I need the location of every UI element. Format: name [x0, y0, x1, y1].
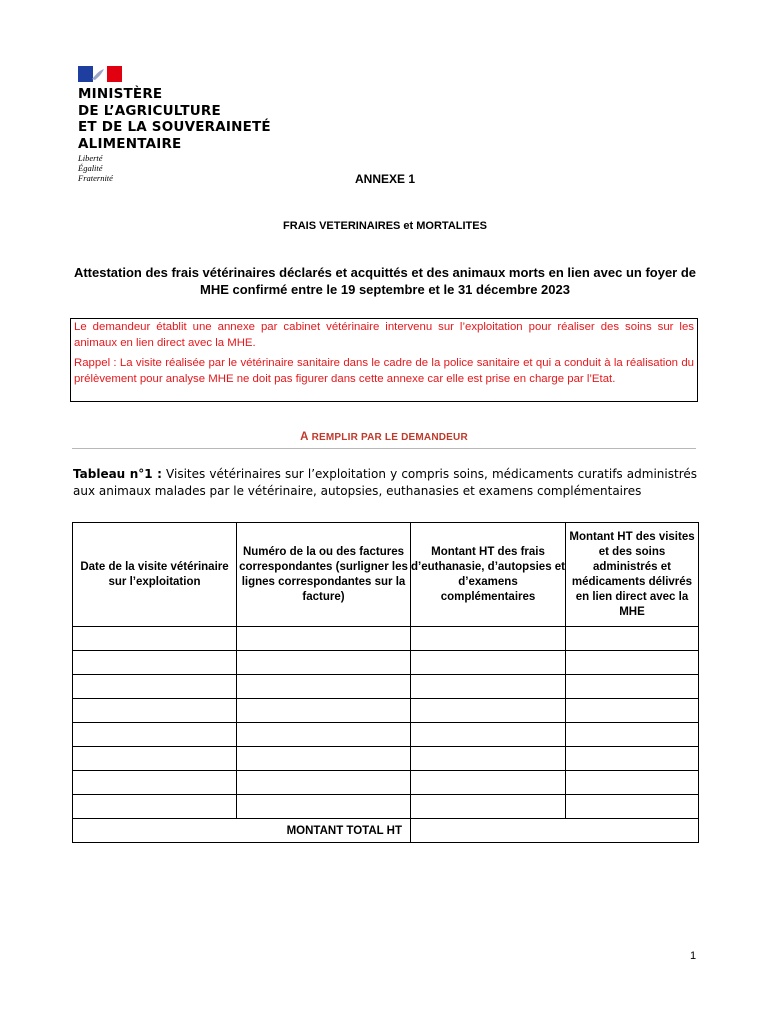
column-header-invoice: Numéro de la ou des factures correspondantes (surligner les lignes correspondantes sur la facture) [237, 523, 411, 627]
table-cell[interactable] [73, 699, 237, 723]
table-row [73, 747, 699, 771]
table-cell[interactable] [566, 795, 699, 819]
tableau-text: Visites vétérinaires sur l’exploitation y compris soins, médicaments curatifs administrés aux animaux malades par le vétérinaire, autopsies, euthanasies et examens complémentaires [73, 467, 698, 498]
section-heading-initial: A [300, 431, 309, 443]
table-cell[interactable] [566, 675, 699, 699]
document-subtitle: FRAIS VETERINAIRES et MORTALITES [283, 220, 487, 232]
annexe-title-text: ANNEXE 1 [354, 172, 416, 186]
table-row [73, 627, 699, 651]
tableau-label: Tableau n°1 : [73, 467, 162, 481]
ministry-line: MINISTÈRE [78, 86, 163, 102]
table-cell[interactable] [73, 651, 237, 675]
total-label: MONTANT TOTAL HT [73, 819, 411, 843]
table-cell[interactable] [73, 675, 237, 699]
table-cell[interactable] [411, 675, 566, 699]
table-cell[interactable] [411, 795, 566, 819]
section-heading-text: REMPLIR PAR LE DEMANDEUR [311, 432, 468, 443]
table-cell[interactable] [566, 747, 699, 771]
table-row [73, 675, 699, 699]
notice-box [70, 318, 698, 402]
ministry-line: DE L’AGRICULTURE [78, 102, 221, 119]
page-number: 1 [690, 950, 697, 962]
notice-paragraph: Le demandeur établit une annexe par cabinet vétérinaire intervenu sur l’exploitation pour réaliser des soins sur les animaux en lien direct avec la MHE. [74, 321, 694, 349]
total-amount-cell[interactable] [411, 819, 699, 843]
column-header-date: Date de la visite vétérinaire sur l’exploitation [73, 523, 237, 627]
table-cell[interactable] [566, 627, 699, 651]
table-cell[interactable] [411, 699, 566, 723]
table-row [73, 723, 699, 747]
table-cell[interactable] [73, 747, 237, 771]
table-row [73, 699, 699, 723]
table-row [73, 771, 699, 795]
marianne-flag-icon [78, 66, 122, 82]
table-cell[interactable] [237, 627, 411, 651]
table-cell[interactable] [73, 795, 237, 819]
table-cell[interactable] [237, 699, 411, 723]
column-header-euthanasia-amount: Montant HT des frais d’euthanasie, d’autopsies et d’examens complémentaires [411, 523, 566, 627]
table-cell[interactable] [411, 771, 566, 795]
ministry-line: ALIMENTAIRE [78, 135, 182, 152]
table-cell[interactable] [237, 795, 411, 819]
notice-reminder: Rappel : La visite réalisée par le vétérinaire sanitaire dans le cadre de la police sanitaire et qui a conduit à la réalisation du prélèvement pour analyse MHE ne doit pas figurer dans cette annexe car elle est prise en charge par l’Etat. [74, 357, 694, 385]
annexe-title [0, 172, 770, 186]
table-cell[interactable] [411, 651, 566, 675]
table-cell[interactable] [73, 723, 237, 747]
motto-line: Fraternité [78, 173, 113, 183]
motto-line: Égalité [78, 163, 103, 173]
table-cell[interactable] [411, 627, 566, 651]
table-cell[interactable] [237, 723, 411, 747]
table-cell[interactable] [566, 723, 699, 747]
column-header-visits-amount: Montant HT des visites et des soins administrés et médicaments délivrés en lien direct avec la MHE [566, 523, 699, 627]
table-cell[interactable] [237, 747, 411, 771]
table-cell[interactable] [411, 747, 566, 771]
table-cell[interactable] [566, 651, 699, 675]
table-cell[interactable] [73, 771, 237, 795]
ministry-name [78, 86, 338, 152]
table-row [73, 795, 699, 819]
tableau-description [73, 466, 697, 500]
table-cell[interactable] [237, 675, 411, 699]
section-heading [72, 431, 696, 449]
motto-line: Liberté [78, 153, 103, 163]
table-cell[interactable] [73, 627, 237, 651]
expenses-table [72, 522, 699, 843]
table-cell[interactable] [411, 723, 566, 747]
table-row [73, 651, 699, 675]
table-cell[interactable] [566, 771, 699, 795]
table-cell[interactable] [237, 651, 411, 675]
total-row [73, 819, 699, 843]
table-cell[interactable] [566, 699, 699, 723]
attestation-title: Attestation des frais vétérinaires déclarés et acquittés et des animaux morts en lien avec un foyer de MHE confirmé entre le 19 septembre et le 31 décembre 2023 [73, 265, 697, 297]
table-cell[interactable] [237, 771, 411, 795]
ministry-line: ET DE LA SOUVERAINETÉ [78, 119, 271, 135]
